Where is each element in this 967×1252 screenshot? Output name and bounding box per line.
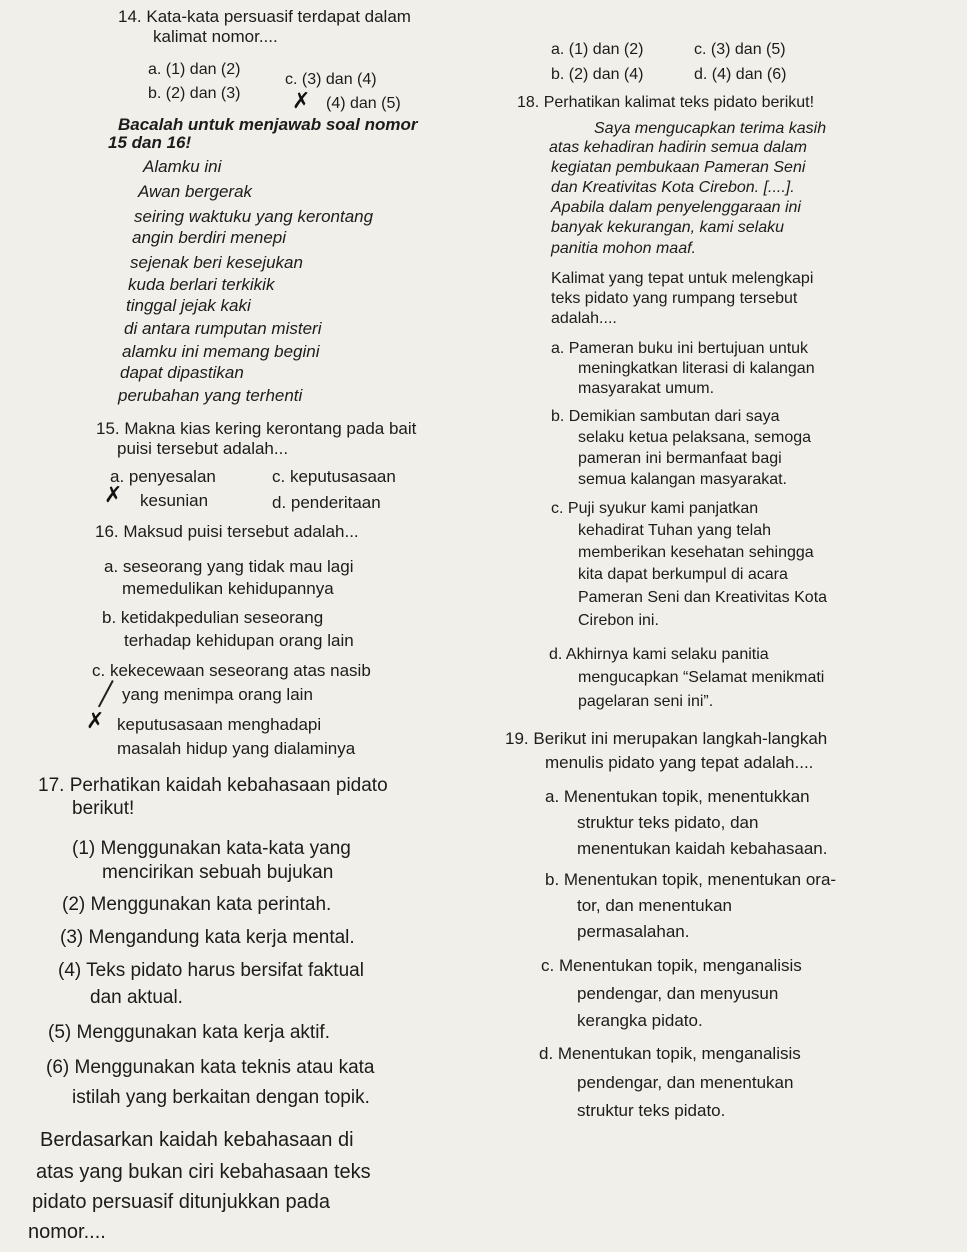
- q14-option-a: a. (1) dan (2): [148, 61, 241, 78]
- q18-option-b-line2: selaku ketua pelaksana, semoga: [578, 429, 812, 446]
- q17-rule-5: (5) Menggunakan kata kerja aktif.: [48, 1022, 330, 1043]
- q17-question-line2: atas yang bukan ciri kebahasaan teks: [36, 1161, 371, 1183]
- q19-option-d-line3: struktur teks pidato.: [577, 1101, 726, 1120]
- q18-option-c-line5: Pameran Seni dan Kreativitas Kota: [578, 589, 828, 606]
- answer-check-mark: ✗: [292, 88, 311, 113]
- q18-option-b-line4: semua kalangan masyarakat.: [578, 471, 787, 488]
- q18-stem: 18. Perhatikan kalimat teks pidato berikut!: [517, 94, 815, 111]
- q15-option-d: d. penderitaan: [272, 493, 381, 512]
- poem-line: dapat dipastikan: [120, 363, 244, 382]
- q15-stem-line1: 15. Makna kias kering kerontang pada bait: [96, 419, 417, 438]
- q19-option-b-line2: tor, dan menentukan: [577, 896, 733, 915]
- q14-stem-line2: kalimat nomor....: [153, 27, 278, 46]
- q15-option-a: a. penyesalan: [110, 467, 216, 486]
- q14-option-c-right: c. (3) dan (5): [694, 41, 786, 58]
- q18-quote-line: banyak kekurangan, kami selaku: [551, 219, 785, 236]
- q19-option-d-line1: d. Menentukan topik, menganalisis: [539, 1044, 801, 1063]
- q16-option-c-line2: yang menimpa orang lain: [122, 685, 313, 704]
- q18-option-c-line3: memberikan kesehatan sehingga: [578, 544, 814, 561]
- q16-option-b-line2: terhadap kehidupan orang lain: [124, 631, 354, 650]
- q19-option-d-line2: pendengar, dan menentukan: [577, 1073, 794, 1092]
- q18-quote-line: panitia mohon maaf.: [551, 240, 696, 257]
- q15-option-c: c. keputusasaan: [272, 467, 396, 486]
- q17-rule-2: (2) Menggunakan kata perintah.: [62, 894, 332, 915]
- q18-quote-line: Saya mengucapkan terima kasih: [594, 120, 827, 137]
- q15-stem-line2: puisi tersebut adalah...: [117, 439, 289, 458]
- q16-option-a-line2: memedulikan kehidupannya: [122, 579, 334, 598]
- q19-option-a-line3: menentukan kaidah kebahasaan.: [577, 839, 828, 858]
- q18-option-b-line3: pameran ini bermanfaat bagi: [578, 450, 782, 467]
- poem-line: angin berdiri menepi: [132, 228, 287, 247]
- q14-stem-line1: 14. Kata-kata persuasif terdapat dalam: [118, 7, 411, 26]
- answer-slash-mark: [98, 680, 114, 707]
- q18-option-c-line6: Cirebon ini.: [578, 612, 659, 629]
- answer-check-mark: ✗: [86, 708, 105, 733]
- q19-stem-line1: 19. Berikut ini merupakan langkah-langkah: [505, 729, 828, 748]
- poem-line: perubahan yang terhenti: [118, 386, 303, 405]
- q17-question-line4: nomor....: [28, 1221, 106, 1243]
- q14-option-a-right: a. (1) dan (2): [551, 41, 644, 58]
- q18-option-c-line1: c. Puji syukur kami panjatkan: [551, 500, 759, 517]
- q14-option-c: c. (3) dan (4): [285, 71, 377, 88]
- q14-option-d-right: d. (4) dan (6): [694, 66, 787, 83]
- q18-option-c-line4: kita dapat berkumpul di acara: [578, 566, 788, 583]
- q18-quote-line: dan Kreativitas Kota Cirebon. [....].: [551, 179, 795, 196]
- poem-line: sejenak beri kesejukan: [130, 253, 303, 272]
- q16-option-b-line1: b. ketidakpedulian seseorang: [102, 608, 324, 627]
- q16-option-d-line2: masalah hidup yang dialaminya: [117, 739, 356, 758]
- q16-option-c-line1: c. kekecewaan seseorang atas nasib: [92, 661, 371, 680]
- q17-rule-4-line1: (4) Teks pidato harus bersifat faktual: [58, 960, 364, 981]
- q17-rule-6-line1: (6) Menggunakan kata teknis atau kata: [46, 1057, 375, 1078]
- q18-quote-line: kegiatan pembukaan Pameran Seni: [551, 159, 806, 176]
- poem-line: kuda berlari terkikik: [128, 275, 275, 294]
- q17-rule-6-line2: istilah yang berkaitan dengan topik.: [72, 1087, 370, 1108]
- q17-question-line3: pidato persuasif ditunjukkan pada: [32, 1191, 330, 1213]
- poem-line: alamku ini memang begini: [122, 342, 320, 361]
- poem-line: seiring waktuku yang kerontang: [134, 207, 374, 226]
- poem-line: di antara rumputan misteri: [124, 319, 322, 338]
- poem-instruction-line2: 15 dan 16!: [108, 133, 192, 152]
- q18-ask-line1: Kalimat yang tepat untuk melengkapi: [551, 270, 814, 287]
- answer-check-mark: ✗: [104, 482, 123, 507]
- q17-rule-1-line2: mencirikan sebuah bujukan: [102, 862, 334, 883]
- q18-ask-line2: teks pidato yang rumpang tersebut: [551, 290, 798, 307]
- q18-quote-line: Apabila dalam penyelenggaraan ini: [551, 199, 801, 216]
- q17-rule-1-line1: (1) Menggunakan kata-kata yang: [72, 838, 351, 859]
- q19-option-b-line3: permasalahan.: [577, 922, 690, 941]
- q18-ask-line3: adalah....: [551, 310, 617, 327]
- q16-stem: 16. Maksud puisi tersebut adalah...: [95, 522, 359, 541]
- q15-option-b: kesunian: [140, 491, 209, 510]
- q17-rule-3: (3) Mengandung kata kerja mental.: [60, 927, 355, 948]
- q17-stem-line1: 17. Perhatikan kaidah kebahasaan pidato: [38, 775, 388, 796]
- q19-option-c-line1: c. Menentukan topik, menganalisis: [541, 956, 802, 975]
- q18-quote-line: atas kehadiran hadirin semua dalam: [549, 139, 807, 156]
- q19-option-b-line1: b. Menentukan topik, menentukan ora-: [545, 870, 837, 889]
- q14-option-b: b. (2) dan (3): [148, 85, 241, 102]
- q17-question-line1: Berdasarkan kaidah kebahasaan di: [40, 1129, 354, 1151]
- q17-rule-4-line2: dan aktual.: [90, 987, 183, 1008]
- q19-option-a-line2: struktur teks pidato, dan: [577, 813, 759, 832]
- poem-instruction-line1: Bacalah untuk menjawab soal nomor: [118, 115, 418, 134]
- poem-line: tinggal jejak kaki: [126, 296, 251, 315]
- q18-option-d-line2: mengucapkan “Selamat menikmati: [578, 669, 825, 686]
- q16-option-a-line1: a. seseorang yang tidak mau lagi: [104, 557, 354, 576]
- q18-option-a-line3: masyarakat umum.: [578, 380, 715, 397]
- q18-option-a-line2: meningkatkan literasi di kalangan: [578, 360, 815, 377]
- q18-option-c-line2: kehadirat Tuhan yang telah: [578, 522, 772, 539]
- q18-option-d-line3: pagelaran seni ini”.: [578, 693, 714, 710]
- poem-line: Awan bergerak: [138, 182, 253, 201]
- q19-option-c-line3: kerangka pidato.: [577, 1011, 703, 1030]
- q19-option-c-line2: pendengar, dan menyusun: [577, 984, 779, 1003]
- q16-option-d-line1: keputusasaan menghadapi: [117, 715, 322, 734]
- q18-option-a-line1: a. Pameran buku ini bertujuan untuk: [551, 340, 809, 357]
- q19-stem-line2: menulis pidato yang tepat adalah....: [545, 753, 814, 772]
- q18-option-d-line1: d. Akhirnya kami selaku panitia: [549, 646, 769, 663]
- q19-option-a-line1: a. Menentukan topik, menentukkan: [545, 787, 810, 806]
- q14-option-d: (4) dan (5): [326, 95, 401, 112]
- poem-line: Alamku ini: [143, 157, 222, 176]
- q14-option-b-right: b. (2) dan (4): [551, 66, 644, 83]
- q18-option-b-line1: b. Demikian sambutan dari saya: [551, 408, 780, 425]
- q17-stem-line2: berikut!: [72, 798, 135, 819]
